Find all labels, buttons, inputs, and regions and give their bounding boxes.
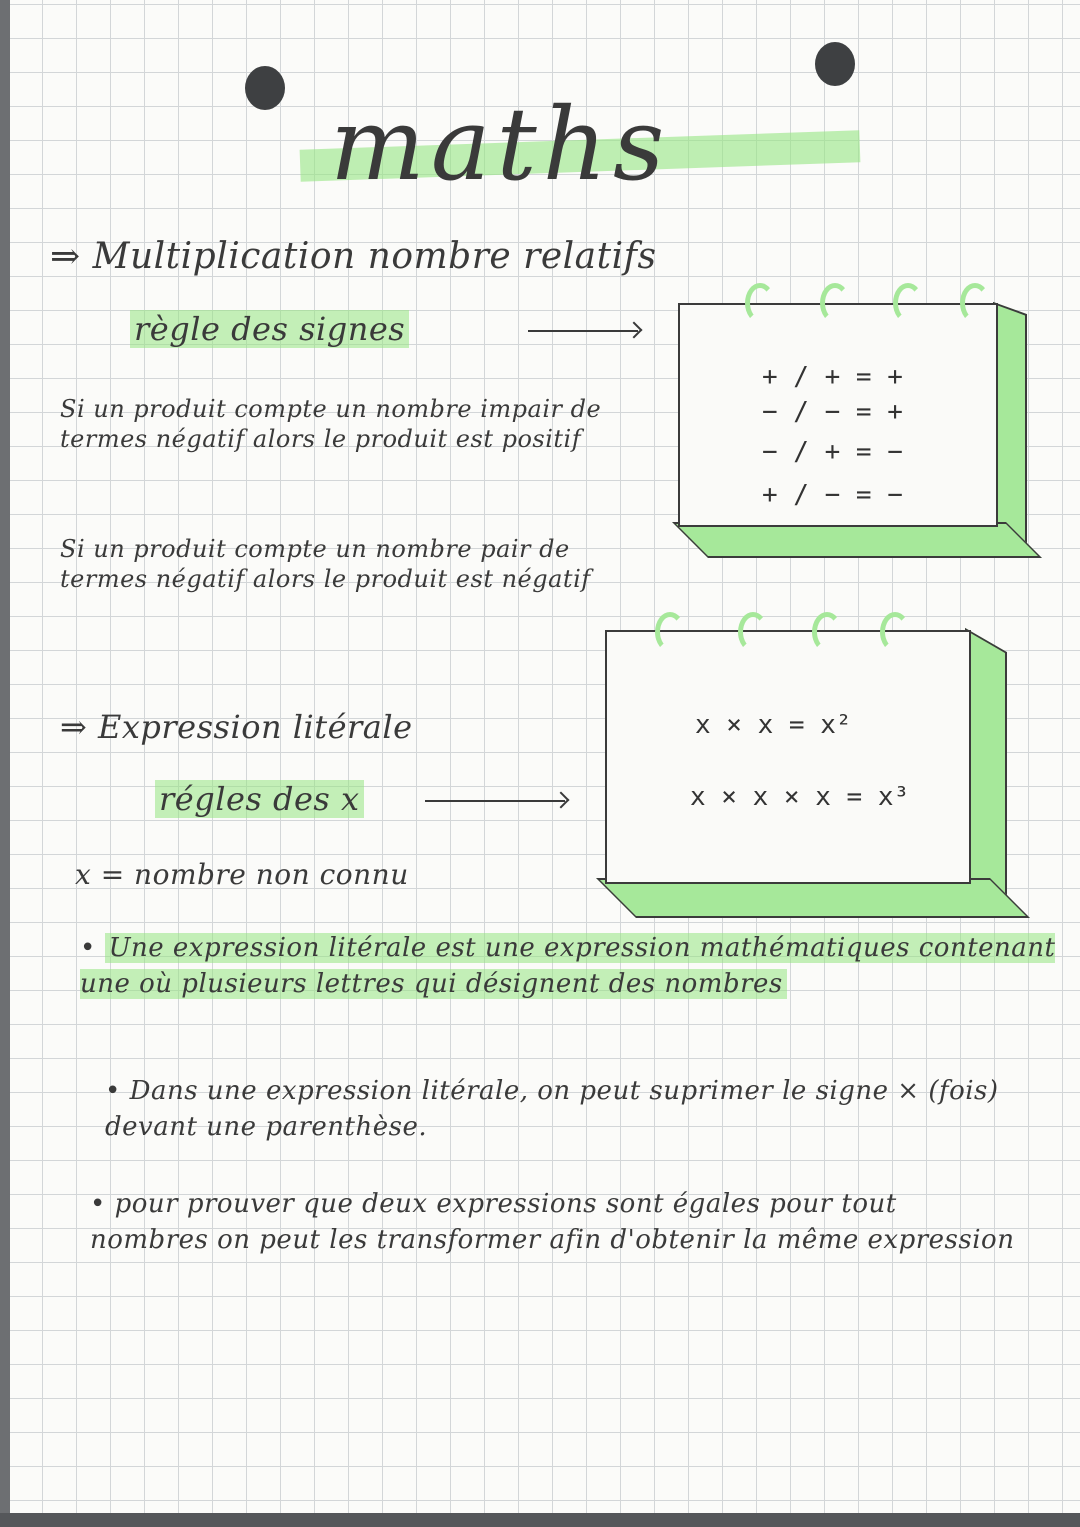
section2-definition: x = nombre non connu: [75, 858, 409, 891]
page-title: maths: [330, 86, 671, 203]
section2-heading: Expression litérale: [97, 708, 413, 746]
paper-left-edge: [0, 0, 10, 1527]
arrow-to-signs-notepad: [528, 330, 638, 332]
spiral-ring-icon: [738, 612, 768, 652]
sign-rule-line: − / + = −: [762, 437, 903, 467]
x-rules-notepad-bottom: [596, 878, 1030, 918]
spiral-ring-icon: [655, 612, 685, 652]
section2-subheading: [155, 780, 364, 818]
sign-rule-line: + / − = −: [762, 480, 903, 510]
note-prove-equal: [90, 1186, 1020, 1258]
note-remove-sign: [105, 1073, 1005, 1145]
section1-heading: Multiplication nombre relatifs: [92, 236, 657, 277]
spiral-ring-icon: [893, 283, 923, 323]
bullet-dot-icon: •: [90, 1189, 106, 1219]
spiral-ring-icon: [820, 283, 850, 323]
note-text: Dans une expression litérale, on peut suprimer le signe × (fois) devant une parenthèse.: [105, 1076, 999, 1142]
sign-rule-line: − / − = +: [762, 397, 903, 427]
spiral-ring-icon: [960, 283, 990, 323]
note-text: pour prouver que deux expressions sont égales pour tout nombres on peut les transformer afin d'obtenir la même expression: [90, 1189, 1015, 1255]
punch-hole-right: [815, 42, 855, 86]
x-rules-notepad-side: [965, 628, 1007, 901]
sign-rule-line: + / + = +: [762, 362, 903, 392]
arrow-to-x-notepad: [425, 800, 565, 802]
section1-subheading-text: règle des signes: [130, 310, 409, 348]
section1-rule2: Si un produit compte un nombre pair de termes négatif alors le produit est négatif: [60, 535, 591, 593]
paper-bottom-edge: [0, 1513, 1080, 1527]
note-text: Une expression litérale est une expression mathématiques contenant une où plusieurs lettres qui désignent des nombres: [80, 933, 1056, 999]
bullet-dot-icon: •: [105, 1076, 121, 1106]
spiral-ring-icon: [745, 283, 775, 323]
section1-rule1: Si un produit compte un nombre impair de termes négatif alors le produit est positif: [60, 395, 602, 453]
section1-subheading: [130, 310, 409, 348]
spiral-ring-icon: [880, 612, 910, 652]
signs-notepad-side: [993, 302, 1027, 548]
section1-heading-row: [50, 236, 656, 277]
punch-hole-left: [245, 66, 285, 110]
signs-notepad-bottom: [672, 522, 1042, 558]
section2-subheading-text: régles des x: [155, 780, 364, 818]
arrow-bullet-icon: ⇒: [60, 708, 88, 746]
note-literal-expression: [80, 930, 1065, 1002]
x-rules-notepad-page: [605, 630, 971, 884]
spiral-ring-icon: [812, 612, 842, 652]
arrow-bullet-icon: ⇒: [50, 236, 81, 277]
x-rule-line: x × x = x²: [695, 710, 852, 740]
bullet-dot-icon: •: [80, 933, 96, 963]
x-rule-line: x × x × x = x³: [690, 782, 910, 812]
section2-heading-row: [60, 708, 413, 746]
